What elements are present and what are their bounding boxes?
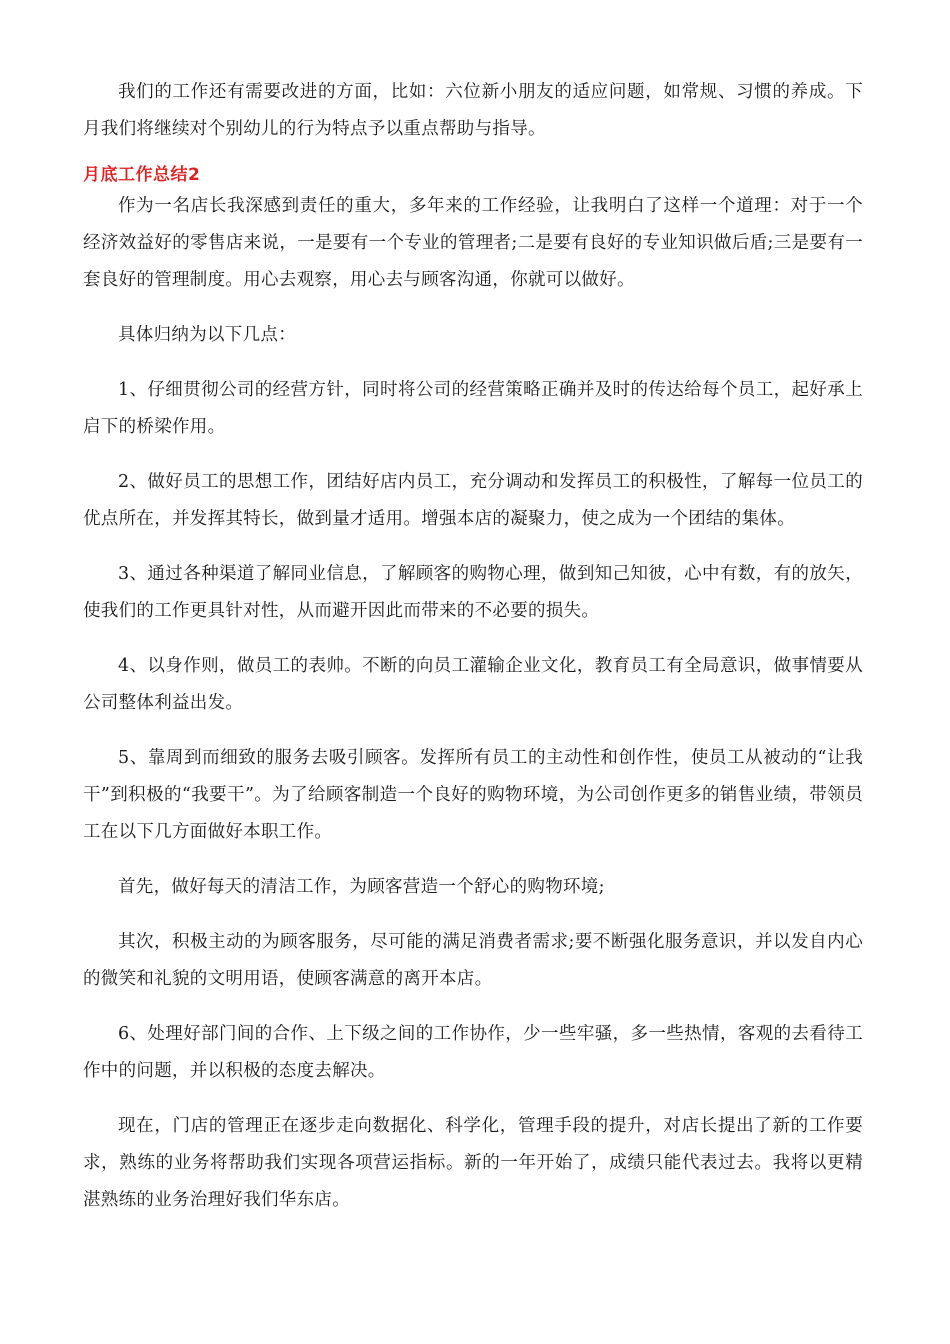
paragraph-first-item: 首先，做好每天的清洁工作，为顾客营造一个舒心的购物环境; bbox=[118, 877, 605, 897]
paragraph-conclusion: 现在，门店的管理正在逐步走向数据化、科学化，管理手段的提升，对店长提出了新的工作要求，熟练的业务将帮助我们实现各项营运指标。新的一年开始了，成绩只能代表过去。我将以更精湛熟练的业务治理好我们华东店。 bbox=[83, 1116, 863, 1210]
document-body bbox=[83, 74, 863, 1237]
paragraph-intro: 作为一名店长我深感到责任的重大，多年来的工作经验，让我明白了这样一个道理：对于一个经济效益好的零售店来说，一是要有一个专业的管理者;二是要有良好的专业知识做后盾;三是要有一套良好的管理制度。用心去观察，用心去与顾客沟通，你就可以做好。 bbox=[83, 196, 863, 290]
paragraph-point-3: 3、通过各种渠道了解同业信息，了解顾客的购物心理，做到知己知彼，心中有数，有的放矢，使我们的工作更具针对性，从而避开因此而带来的不必要的损失。 bbox=[83, 564, 863, 621]
paragraph-second-item: 其次，积极主动的为顾客服务，尽可能的满足消费者需求;要不断强化服务意识，并以发自内心的微笑和礼貌的文明用语，使顾客满意的离开本店。 bbox=[83, 932, 863, 989]
paragraph-point-6: 6、处理好部门间的合作、上下级之间的工作协作，少一些牢骚，多一些热情，客观的去看待工作中的问题，并以积极的态度去解决。 bbox=[83, 1024, 863, 1081]
paragraph-summary-lead: 具体归纳为以下几点： bbox=[118, 325, 296, 345]
paragraph-point-2: 2、做好员工的思想工作，团结好店内员工，充分调动和发挥员工的积极性，了解每一位员工的优点所在，并发挥其特长，做到量才适用。增强本店的凝聚力，使之成为一个团结的集体。 bbox=[83, 472, 863, 529]
paragraph-point-4: 4、以身作则，做员工的表帅。不断的向员工灌输企业文化，教育员工有全局意识，做事情要从公司整体利益出发。 bbox=[83, 656, 863, 713]
paragraph-point-1: 1、仔细贯彻公司的经营方针，同时将公司的经营策略正确并及时的传达给每个员工，起好承上启下的桥梁作用。 bbox=[83, 380, 863, 437]
paragraph-point-5: 5、靠周到而细致的服务去吸引顾客。发挥所有员工的主动性和创作性，使员工从被动的“让我干”到积极的“我要干”。为了给顾客制造一个良好的购物环境，为公司创作更多的销售业绩，带领员工在以下几方面做好本职工作。 bbox=[83, 748, 863, 842]
section-heading: 月底工作总结2 bbox=[83, 165, 201, 185]
intro-paragraph: 我们的工作还有需要改进的方面，比如：六位新小朋友的适应问题，如常规、习惯的养成。下月我们将继续对个别幼儿的行为特点予以重点帮助与指导。 bbox=[83, 82, 863, 139]
